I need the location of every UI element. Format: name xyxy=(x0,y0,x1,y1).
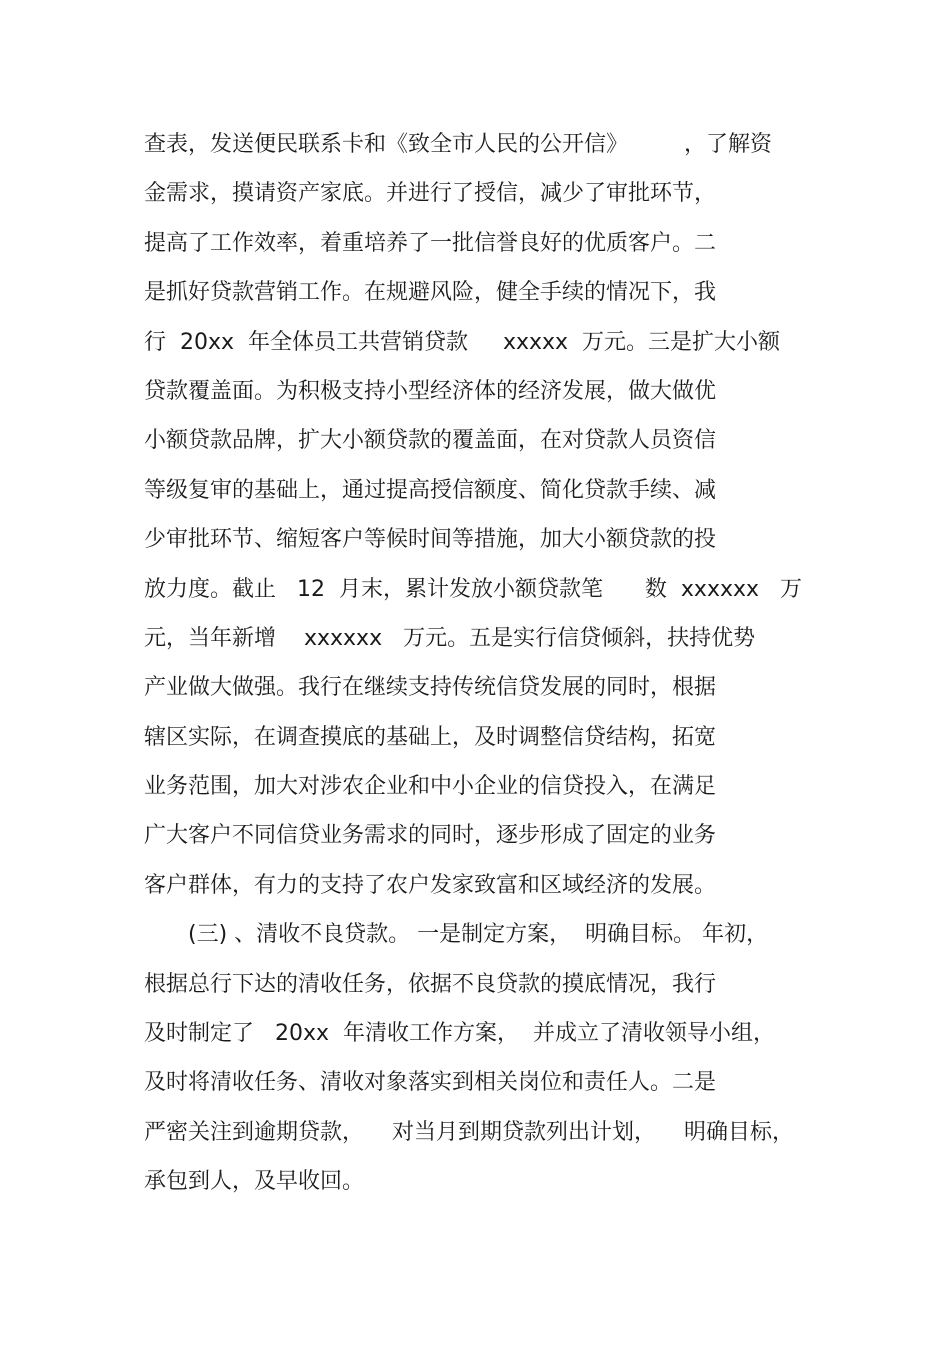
body-text xyxy=(144,120,824,1207)
text-line: 产业做大做强。我行在继续支持传统信贷发展的同时，根据 xyxy=(144,675,717,701)
text-line: 严密关注到逾期贷款， 对当月到期贷款列出计划， 明确目标， xyxy=(144,1119,794,1145)
text-line: 金需求，摸请资产家底。并进行了授信，减少了审批环节， xyxy=(144,181,717,207)
text-line: 等级复审的基础上，通过提高授信额度、简化贷款手续、减 xyxy=(144,477,717,503)
text-line: 是抓好贷款营销工作。在规避风险，健全手续的情况下，我 xyxy=(144,280,717,306)
text-line: 客户群体，有力的支持了农户发家致富和区域经济的发展。 xyxy=(144,872,717,898)
text-line: 根据总行下达的清收任务，依据不良贷款的摸底情况，我行 xyxy=(144,971,717,997)
text-line: 少审批环节、缩短客户等候时间等措施，加大小额贷款的投 xyxy=(144,527,717,553)
text-line: 承包到人，及早收回。 xyxy=(144,1169,365,1195)
text-line: 辖区实际，在调查摸底的基础上，及时调整信贷结构，拓宽 xyxy=(144,724,717,750)
text-line: 放力度。截止 12 月末，累计发放小额贷款笔 数 xxxxxx 万 xyxy=(144,576,803,602)
text-line: 及时制定了 20xx 年清收工作方案， 并成立了清收领导小组， xyxy=(144,1021,775,1047)
section-heading-line: (三) 、清收不良贷款。 一是制定方案， 明确目标。 年初， xyxy=(188,922,769,948)
text-line: 及时将清收任务、清收对象落实到相关岗位和责任人。二是 xyxy=(144,1070,717,1096)
text-line: 贷款覆盖面。为积极支持小型经济体的经济发展，做大做优 xyxy=(144,378,717,404)
text-line: 行 20xx 年全体员工共营销贷款 xxxxx 万元。三是扩大小额 xyxy=(144,329,781,355)
text-line: 广大客户不同信贷业务需求的同时，逐步形成了固定的业务 xyxy=(144,823,717,849)
text-line: 元，当年新增 xxxxxx 万元。五是实行信贷倾斜，扶持优势 xyxy=(144,625,756,651)
text-line: 查表，发送便民联系卡和《致全市人民的公开信》 ，了解资 xyxy=(144,132,772,157)
text-line: 业务范围，加大对涉农企业和中小企业的信贷投入，在满足 xyxy=(144,774,717,800)
text-line: 提高了工作效率，着重培养了一批信誉良好的优质客户。二 xyxy=(144,230,717,256)
text-line: 小额贷款品牌，扩大小额贷款的覆盖面，在对贷款人员资信 xyxy=(144,428,717,454)
